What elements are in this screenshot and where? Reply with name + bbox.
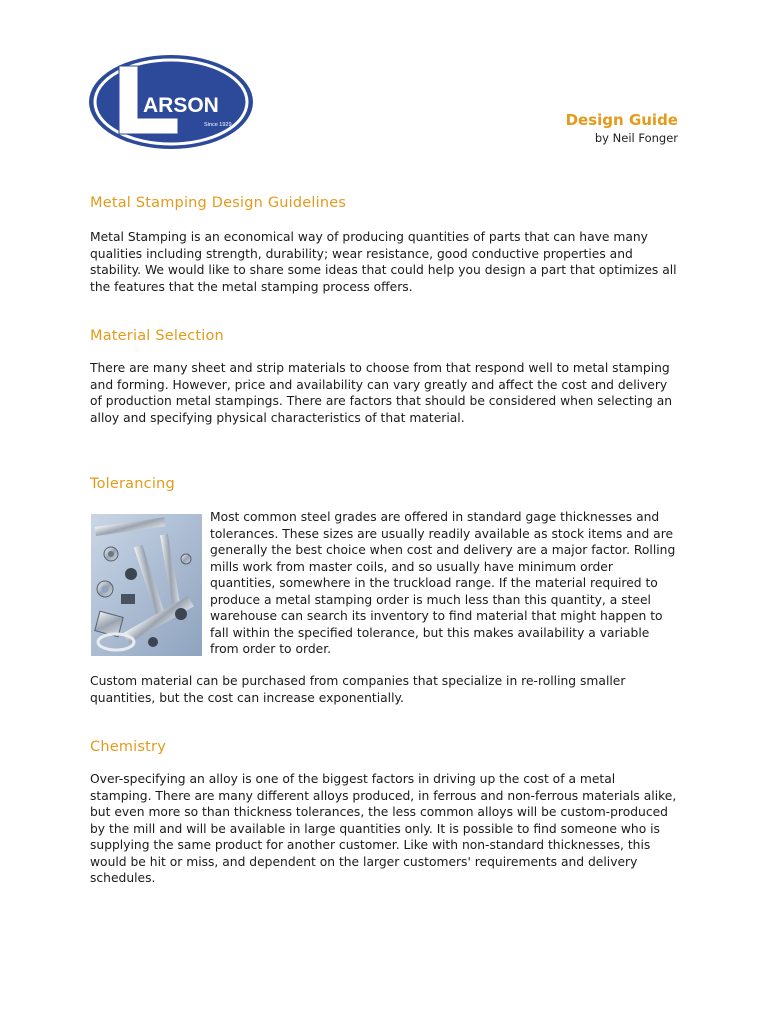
section-body-tolerancing-2: Custom material can be purchased from companies that specialize in re-rolling smaller quantities, but the cost can increase exponentially. [90, 674, 626, 705]
section-heading-material-selection: Material Selection [90, 328, 224, 344]
stamped-parts-photo [91, 514, 202, 656]
section-body-chemistry: Over-specifying an alloy is one of the biggest factors in driving up the cost of a metal stamping. There are many different alloys produced, in ferrous and non-ferrous materials alike, but even more so than thickness tolerances, the less common alloys will be custom-produced by the mill and will be available in large quantities only. It is possible to find someone who is supplying the same product for another customer. Like with non-standard thicknesses, this would be hit or miss, and dependent on the larger customers' requirements and delivery schedules. [90, 772, 677, 885]
document-header [566, 110, 678, 146]
svg-text:ARSON: ARSON [143, 94, 219, 117]
section-heading-chemistry: Chemistry [90, 739, 166, 755]
guide-title: Design Guide [565, 111, 678, 129]
section-body-metal-stamping: Metal Stamping is an economical way of producing quantities of parts that can have many qualities including strength, durability; wear resistance, good conductive properties and stability. We would like to share some ideas that could help you design a part that optimizes all the features that the metal stamping process offers. [90, 230, 677, 294]
svg-text:Since 1929: Since 1929 [204, 122, 232, 128]
guide-author: by Neil Fonger [594, 131, 678, 145]
section-body-tolerancing-1: Most common steel grades are offered in standard gage thicknesses and tolerances. These sizes are usually readily available as stock items and are generally the best choice when cost and delivery are a major factor. Rolling mills work from master coils, and so usually have minimum order quantities, somewhere in the truckload range. If the material required to produce a metal stamping order is much less than this quantity, a steel warehouse can search its inventory to find material that might happen to fall within the specified tolerance, but this makes availability a variable from order to order. [210, 510, 676, 656]
section-heading-metal-stamping: Metal Stamping Design Guidelines [90, 195, 347, 211]
section-heading-tolerancing: Tolerancing [90, 476, 175, 492]
larson-logo [86, 52, 256, 152]
section-body-material-selection: There are many sheet and strip materials to choose from that respond well to metal stamping and forming. However, price and availability can vary greatly and affect the cost and delivery of production metal stampings. There are factors that should be considered when selecting an alloy and specifying physical characteristics of that material. [90, 361, 673, 425]
